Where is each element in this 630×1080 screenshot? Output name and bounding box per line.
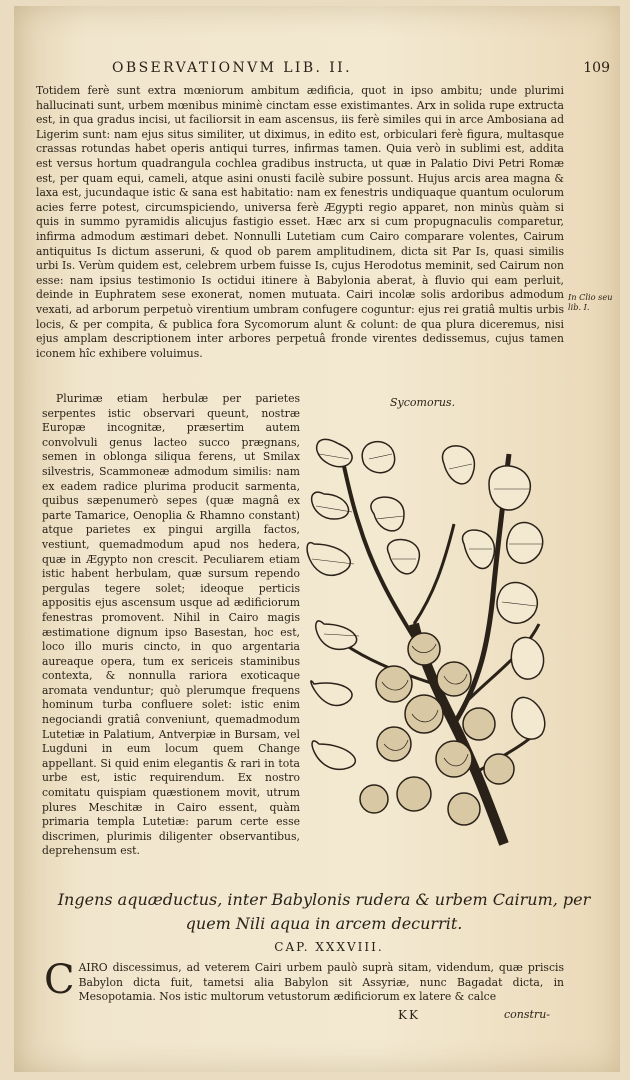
figure-caption: Sycomorus. xyxy=(390,396,456,409)
running-head: OBSERVATIONVM LIB. II. xyxy=(112,60,352,76)
chapter-text-block xyxy=(44,957,564,1005)
page-header xyxy=(84,60,614,82)
catchword: constru- xyxy=(504,1008,550,1021)
lower-text-column xyxy=(42,392,300,859)
sycamore-fig-woodcut-icon xyxy=(304,424,554,854)
body-paragraph: Totidem ferè sunt extra mœniorum ambitum ædificia, quot in ipso ambitu; unde plurimi hallucinati sunt, urbem mœnibus minimè cinctam esse existimantes. Arx in solida rupe extructa est, in qua gradus incisi, ut faciliorsit in eam ascensus, iis ferè similes qui in arce Ambosiana ad Ligerim sunt: nam ejus situs similiter, ut diximus, in edito est, orbiculari ferè figura, multasque crassas rotundas habet operis antiqui turres, infirmas tamen. Quia verò in sublimi est, addita est versus hortum quadrangula cochlea gradibus instructa, ut quæ in Palatio Divi Petri Romæ est, per quam equi, cameli, atque asini onusti facilè subire possunt. Hujus arcis area magna & laxa est, jucundaque istic & sana est habitatio: nam ex fenestris undiquaque quantum oculorum acies ferre potest, circumspiciendo, universa ferè Ægypti regio apparet, non minùs quàm si quis in summo pyramidis alicujus fastigio esset. Hæc arx si cum propugnaculis comparetur, infirma admodum æstimari debet. Nonnulli Lutetiam cum Cairo comparare volentes, Cairum antiquitus Is dictum asseruni, & quod ob parem amplitudinem, dicta sit Par Is, quasi similis urbi Is. Verùm quidem est, celebrem urbem fuisse Is, cujus Herodotus meminit, sed Cairum non esse: nam ipsius testimonio Is octidui itinere à Babylonia aberat, à fluvio qui eam perluit, deinde in Euphratem sese exonerat, nomen mutuata. Cairi incolæ solis ardoribus admodum vexati, ad arborum perpetuò virentium umbram confugere coguntur: ejus rei gratiâ multis urbis locis, & per compita, & publica fora Sycomorum alunt & colunt: de qua plura diceremus, nisi ejus amplam descriptionem inter arbores perpetuâ fronde virentes dedissemus, cujus tamen iconem hîc exhibere voluimus. xyxy=(36,84,564,360)
drop-cap: C xyxy=(44,957,75,1003)
signature-mark: KK xyxy=(398,1008,420,1022)
marginal-note: In Clio seu lib. I. xyxy=(568,292,613,312)
book-page xyxy=(14,6,620,1072)
woodcut-illustration xyxy=(304,424,554,854)
section-heading: Ingens aquæductus, inter Babylonis rudera & urbem Cairum, per quem Nili aqua in arcem decurrit. xyxy=(57,890,591,933)
lower-paragraph: Plurimæ etiam herbulæ per parietes serpentes istic observari queunt, nostræ Europæ incognitæ, præsertim autem convolvuli genus lacteo succo prægnans, semen in oblonga siliqua ferens, ut Smilax silvestris, Scammoneæ admodum similis: nam ex eadem radice plurima producit sarmenta, quibus sæpenumerò sepes (quæ magnâ ex parte Tamarice, Oenoplia & Rhamno constant) atque parietes ex pingui argilla factos, vestiunt, quemadmodum apud nos hedera, quæ in Ægypto non crescit. Peculiarem etiam istic habent herbulam, quæ sursum rependo pergulas tegere solet; ideoque perticis appositis ejus ascensum usque ad ædificiorum fenestras promovent. Nihil in Cairo magis æstimatione dignum ipso Basestan, hoc est, loco illo muris cincto, in quo argentaria aureaque opera, tum ex sericeis staminibus contexta, & nonnulla rariora exoticaque aromata venduntur; quò plerumque frequens hominum turba confluere solet: istic enim negociandi gratiâ conveniunt, quemadmodum Lutetiæ in Palatium, Antverpiæ in Bursam, vel Lugduni in eum locum quem Change appellant. Si quid enim elegantis & rari in tota urbe est, istic requirendum. Ex nostro comitatu quispiam quæstionem movit, utrum plures Meschitæ in Cairo essent, quàm primaria templa Lutetiæ: parum certe esse discrimen, plurimis diligenter observantibus, deprehensum est. xyxy=(42,392,300,858)
chapter-label: CAP. XXXVIII. xyxy=(274,940,384,954)
body-text-block xyxy=(36,84,564,361)
page-number: 109 xyxy=(583,60,610,76)
chapter-paragraph: AIRO discessimus, ad veterem Cairi urbem paulò suprà sitam, videndum, quæ priscis Babylon dicta fuit, tametsi alia Babylon sit Assyriæ, nunc Bagadat dicta, in Mesopotamia. Nos istic multorum vetustorum ædificiorum ex latere & calce xyxy=(78,961,564,1004)
